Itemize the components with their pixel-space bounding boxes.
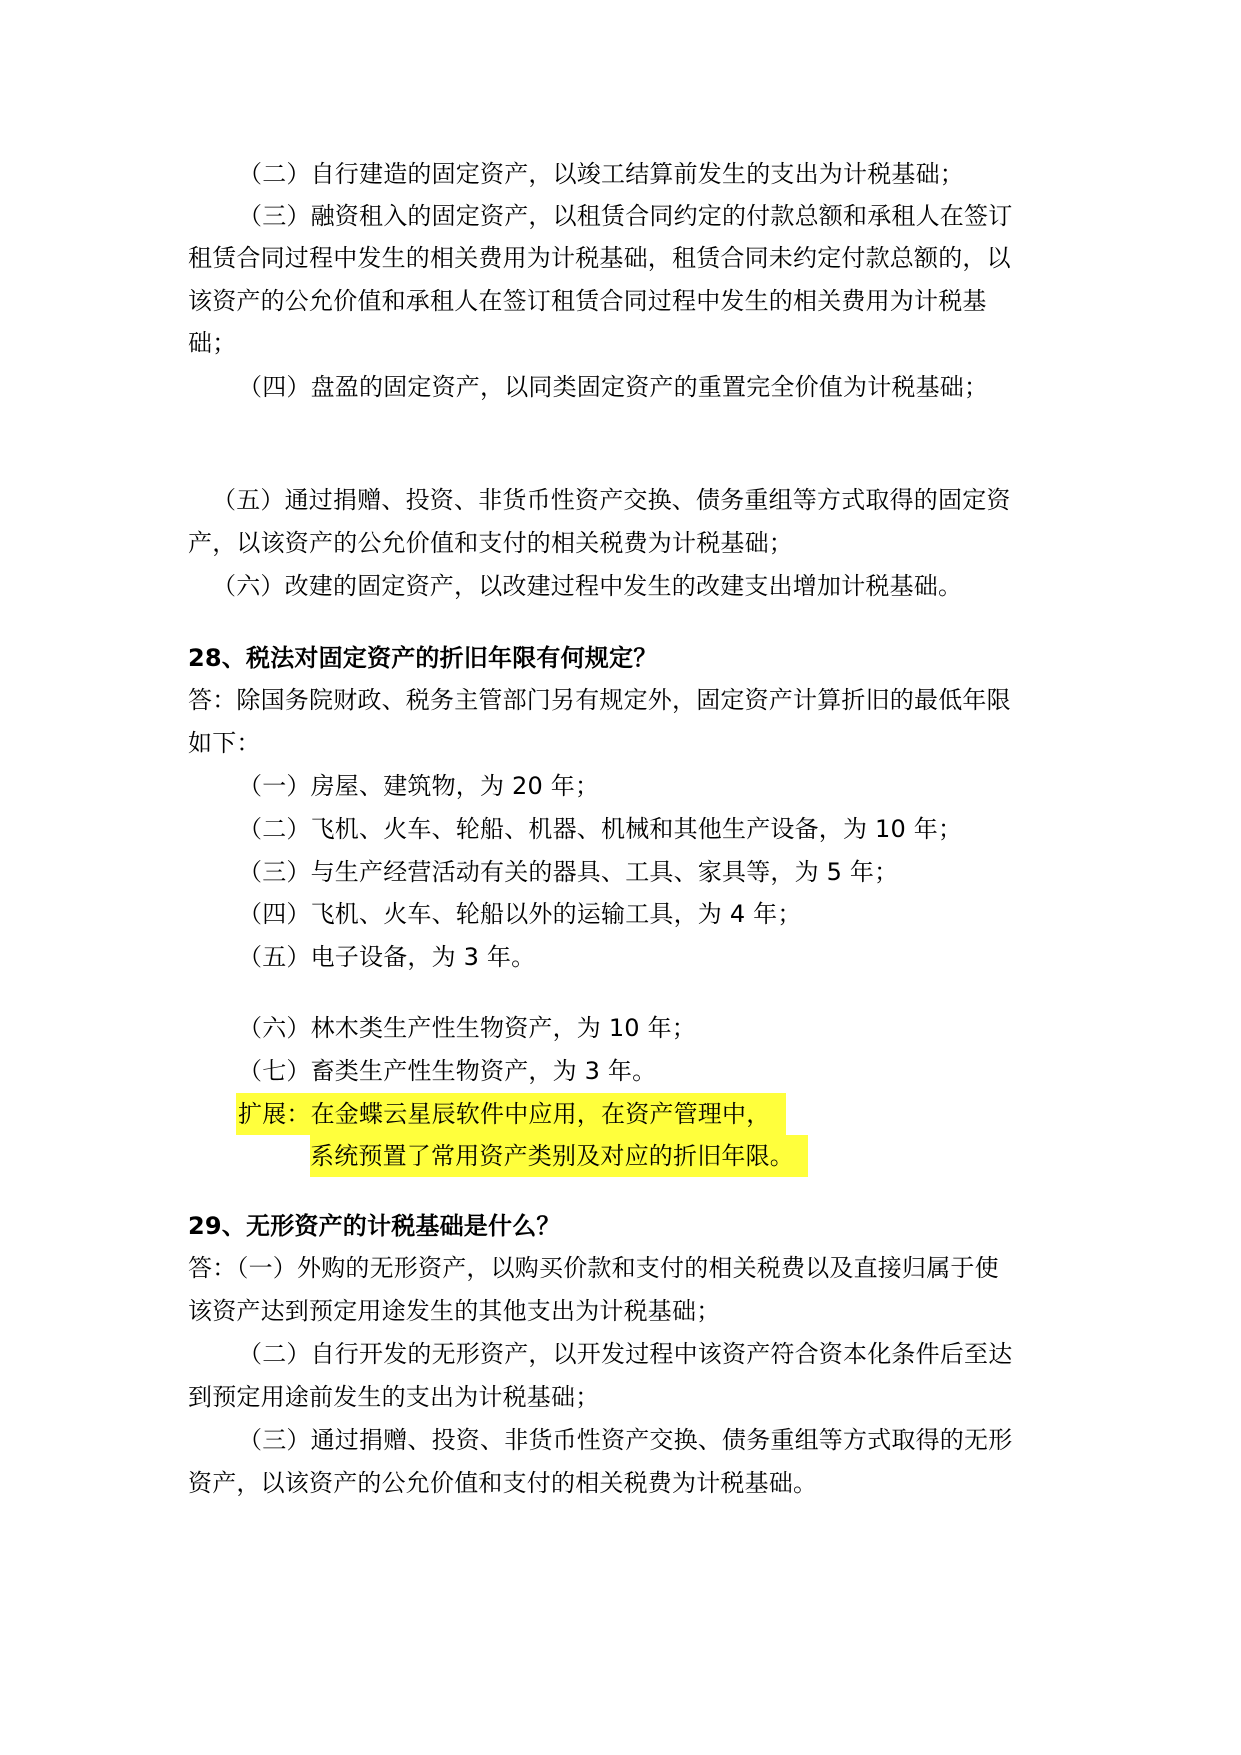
list-item: （二）飞机、火车、轮船、机器、机械和其他生产设备，为 10 年； [238, 815, 963, 843]
answer-line: 资产，以该资产的公允价值和支付的相关税费为计税基础。 [188, 1469, 818, 1497]
answer-line: 该资产达到预定用途发生的其他支出为计税基础； [188, 1297, 721, 1325]
answer-line: 答：除国务院财政、税务主管部门另有规定外，固定资产计算折旧的最低年限 [188, 686, 1011, 714]
paragraph-line: 租赁合同过程中发生的相关费用为计税基础，租赁合同未约定付款总额的，以 [188, 244, 1011, 272]
question-heading: 28、税法对固定资产的折旧年限有何规定？ [188, 644, 658, 672]
list-item: （六）林木类生产性生物资产，为 10 年； [238, 1014, 696, 1042]
paragraph-line: （五）通过捐赠、投资、非货币性资产交换、债务重组等方式取得的固定资 [212, 486, 1011, 514]
list-item: （三）与生产经营活动有关的器具、工具、家具等，为 5 年； [238, 858, 899, 886]
extension-note: 系统预置了常用资产类别及对应的折旧年限。 [310, 1142, 794, 1170]
list-item: （五）电子设备，为 3 年。 [238, 943, 536, 971]
question-heading: 29、无形资产的计税基础是什么？ [188, 1212, 561, 1240]
paragraph-line: 产，以该资产的公允价值和支付的相关税费为计税基础； [188, 529, 793, 557]
answer-line: 答：（一）外购的无形资产，以购买价款和支付的相关税费以及直接归属于使 [188, 1254, 999, 1282]
answer-line: （二）自行开发的无形资产，以开发过程中该资产符合资本化条件后至达 [238, 1340, 1013, 1368]
paragraph-line: （三）融资租入的固定资产，以租赁合同约定的付款总额和承租人在签订 [238, 202, 1013, 230]
paragraph-line: （四）盘盈的固定资产，以同类固定资产的重置完全价值为计税基础； [238, 373, 989, 401]
answer-line: （三）通过捐赠、投资、非货币性资产交换、债务重组等方式取得的无形 [238, 1426, 1013, 1454]
answer-line: 到预定用途前发生的支出为计税基础； [188, 1383, 600, 1411]
extension-note: 扩展：在金蝶云星辰软件中应用，在资产管理中， [238, 1100, 771, 1128]
list-item: （四）飞机、火车、轮船以外的运输工具，为 4 年； [238, 900, 802, 928]
paragraph-line: 该资产的公允价值和承租人在签订租赁合同过程中发生的相关费用为计税基 [188, 287, 987, 315]
paragraph-line: （二）自行建造的固定资产，以竣工结算前发生的支出为计税基础； [238, 160, 964, 188]
paragraph-line: （六）改建的固定资产，以改建过程中发生的改建支出增加计税基础。 [212, 572, 963, 600]
paragraph-line: 础； [188, 329, 237, 357]
list-item: （七）畜类生产性生物资产，为 3 年。 [238, 1057, 657, 1085]
list-item: （一）房屋、建筑物，为 20 年； [238, 772, 600, 800]
answer-line: 如下： [188, 729, 261, 757]
